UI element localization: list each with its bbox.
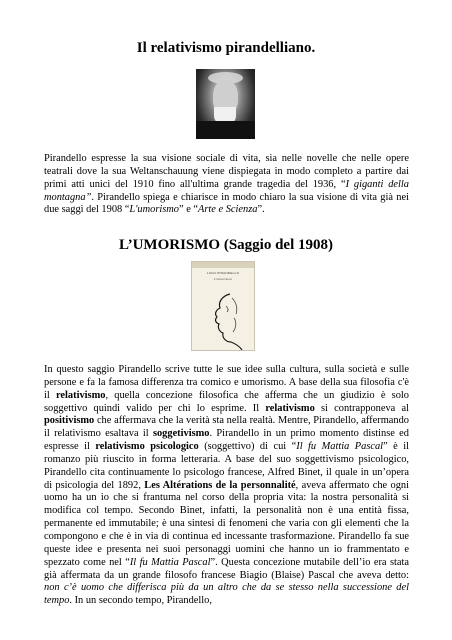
- main-title: Il relativismo pirandelliano.: [136, 40, 316, 56]
- para2-run: relativismo psicologico: [95, 441, 199, 453]
- book-cover-image: [191, 261, 255, 351]
- para2-run: si contrapponeva al: [314, 402, 410, 414]
- intro-paragraph: [44, 153, 409, 217]
- para1-run: . Pirandello spiega e chiarisce in modo chiaro la sua visione di vita già nei due saggi del 1908 “: [44, 191, 409, 216]
- para1-run: L'umorismo: [129, 204, 179, 216]
- book-author: LUIGI PIRANDELLO: [206, 271, 240, 275]
- author-portrait: [196, 69, 255, 139]
- para2-run: non c’è uomo che differisca più da un altro che da se stesso nella successione del tempo: [44, 582, 409, 607]
- para2-run: relativismo: [56, 389, 106, 401]
- book-title: L'umorismo: [213, 277, 233, 281]
- para2-run: , aveva affermato che ogni uomo ha un io che si frantuma nel corso della propria vita: la nostra personalità si modifica col tempo. Secondo Binet, infatti, la personalità non è una entità fissa, permanente ed immutabile; è una sintesi di fenomeni che varia con gli elementi che la compongono e che è in via di continua ed incessante trasformazione. Pirandello fa sue queste idee e presenta nei suoi personaggi uomini che hanno un io frammentato e spezzato come nel “: [44, 479, 409, 568]
- para2-run: Les Altérations de la personnalité: [144, 479, 296, 491]
- para2-run: relativismo: [265, 402, 315, 414]
- para1-run: Pirandello espresse la sua visione sociale di vita, sia nelle novelle che nelle opere teatrali dove la sua Weltanschauung viene dispiegata in modo completo a partire dai primi atti unici del 1910 fino all'ultima grande tragedia del 1936, “: [44, 153, 409, 190]
- para2-run: . Pirandello in un primo momento distinse ed espresse il: [44, 428, 409, 453]
- para2-run: ”. Questa concezione mutabile dell’io era stata già affermata da un grande filosofo francese Biagio (Blaise) Pascal che aveva detto:: [44, 556, 409, 581]
- para2-run: soggetivismo: [152, 428, 210, 440]
- section-title: L’UMORISMO (Saggio del 1908): [118, 237, 334, 253]
- profile-drawing: [196, 292, 250, 350]
- para2-run: (soggettivo) di cui “: [198, 441, 297, 453]
- para1-run: ”.: [257, 204, 265, 216]
- essay-paragraph: [44, 364, 409, 608]
- para1-run: I giganti della montagna”: [44, 178, 409, 203]
- para2-run: Il fu Mattia Pascal: [129, 556, 211, 568]
- para2-run: . In un secondo tempo, Pirandello,: [69, 595, 212, 607]
- para2-run: ” è il romanzo più riuscito in forma letteraria. A base del suo soggettivismo psicologico, Pirandello cita continuamente lo psicologo francese, Alfred Binet, il quale in un’opera di psicologia del 1892,: [44, 441, 409, 491]
- para2-run: , quella concezione filosofica che afferma che un giudizio è solo soggettivo quindi valido per chi lo esprime. Il: [44, 389, 409, 414]
- para2-run: positivismo: [44, 415, 95, 427]
- para2-run: In questo saggio Pirandello scrive tutte le sue idee sulla cultura, sulla società e sulle persone e fa la famosa differenza tra comico e umorismo. A base della sua filosofia c'è il: [44, 364, 409, 401]
- para2-run: Il fu Mattia Pascal: [296, 441, 384, 453]
- para1-run: Arte e Scienza: [198, 204, 258, 216]
- para2-run: che affermava che la verità sta nella realtà. Mentre, Pirandello, affermando il relativismo esaltava il: [44, 415, 409, 440]
- para1-run: ” e “: [179, 204, 199, 216]
